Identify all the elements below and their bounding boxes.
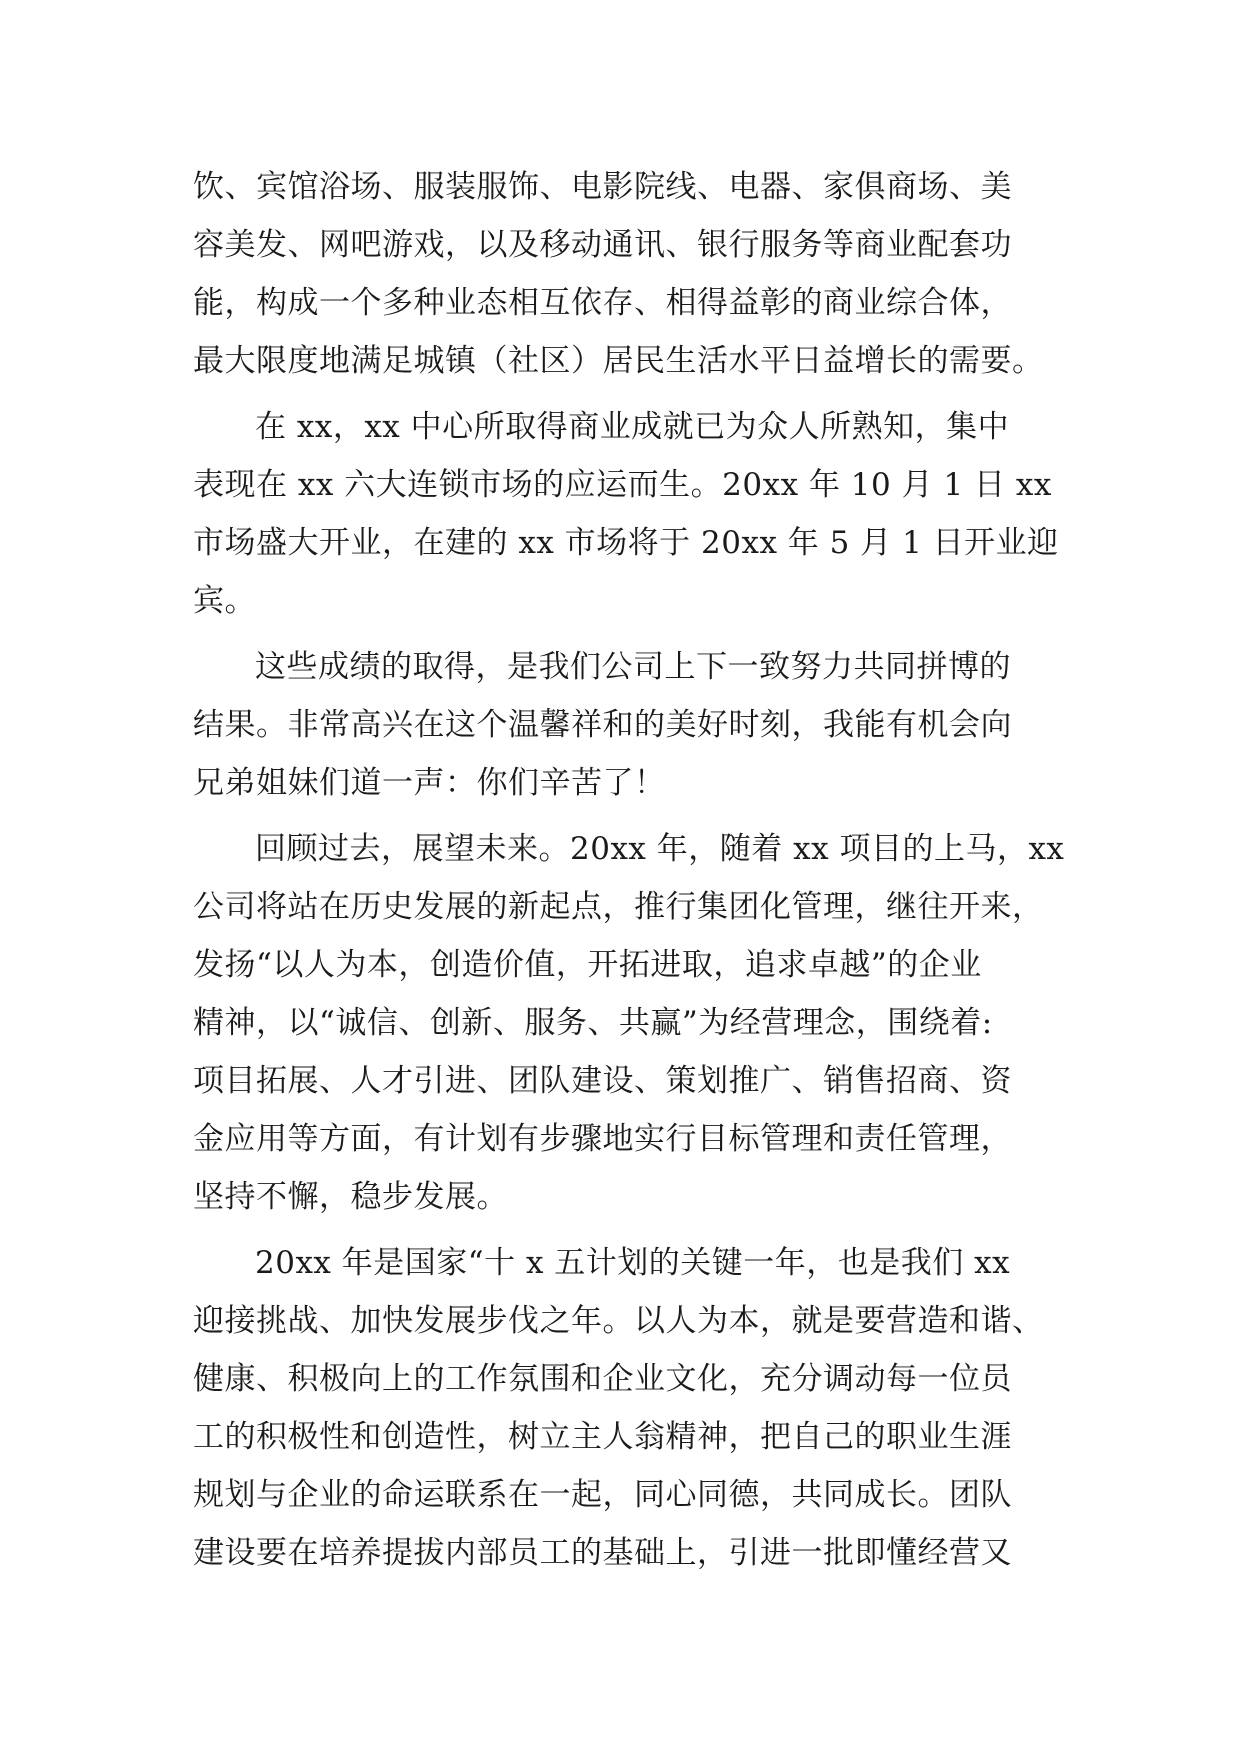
paragraph [193, 1234, 1063, 1582]
text-line: 坚持不懈，稳步发展。 [193, 1179, 508, 1215]
text-line: 公司将站在历史发展的新起点，推行集团化管理，继往开来， [193, 889, 1044, 925]
text-line: 20xx 年是国家“十 x 五计划的关键一年，也是我们 xx [255, 1245, 1011, 1281]
text-line: 饮、宾馆浴场、服装服饰、电影院线、电器、家俱商场、美 [193, 169, 1012, 205]
paragraph [193, 158, 1063, 390]
text-line: 在 xx，xx 中心所取得商业成就已为众人所熟知，集中 [255, 409, 1010, 445]
text-line: 宾。 [193, 583, 256, 619]
text-line: 精神，以“诚信、创新、服务、共赢”为经营理念，围绕着: [193, 1005, 993, 1041]
document-body [193, 158, 1063, 1582]
paragraph [193, 638, 1063, 812]
paragraph [193, 820, 1063, 1226]
paragraph [193, 398, 1063, 630]
text-line: 最大限度地满足城镇（社区）居民生活水平日益增长的需要。 [193, 343, 1044, 379]
text-line: 健康、积极向上的工作氛围和企业文化，充分调动每一位员 [193, 1361, 1012, 1397]
text-line: 项目拓展、人才引进、团队建设、策划推广、销售招商、资 [193, 1063, 1012, 1099]
paragraph-gap [193, 812, 1063, 820]
text-line: 容美发、网吧游戏，以及移动通讯、银行服务等商业配套功 [193, 227, 1012, 263]
text-line: 表现在 xx 六大连锁市场的应运而生。20xx 年 10 月 1 日 xx [193, 467, 1052, 503]
text-line: 回顾过去，展望未来。20xx 年，随着 xx 项目的上马，xx [255, 831, 1065, 867]
text-line: 工的积极性和创造性，树立主人翁精神，把自己的职业生涯 [193, 1419, 1012, 1455]
text-line: 金应用等方面，有计划有步骤地实行目标管理和责任管理， [193, 1121, 1012, 1157]
text-line: 迎接挑战、加快发展步伐之年。以人为本，就是要营造和谐、 [193, 1303, 1044, 1339]
text-line: 结果。非常高兴在这个温馨祥和的美好时刻，我能有机会向 [193, 707, 1012, 743]
text-line: 这些成绩的取得，是我们公司上下一致努力共同拼博的 [255, 649, 1011, 685]
text-line: 市场盛大开业，在建的 xx 市场将于 20xx 年 5 月 1 日开业迎 [193, 525, 1059, 561]
text-line: 规划与企业的命运联系在一起，同心同德，共同成长。团队 [193, 1477, 1012, 1513]
paragraph-gap [193, 390, 1063, 398]
text-line: 兄弟姐妹们道一声：你们辛苦了！ [193, 765, 666, 801]
paragraph-gap [193, 630, 1063, 638]
text-line: 能，构成一个多种业态相互依存、相得益彰的商业综合体， [193, 285, 1012, 321]
text-line: 建设要在培养提拔内部员工的基础上，引进一批即懂经营又 [193, 1535, 1012, 1571]
paragraph-gap [193, 1226, 1063, 1234]
text-line: 发扬“以人为本，创造价值，开拓进取，追求卓越”的企业 [193, 947, 982, 983]
